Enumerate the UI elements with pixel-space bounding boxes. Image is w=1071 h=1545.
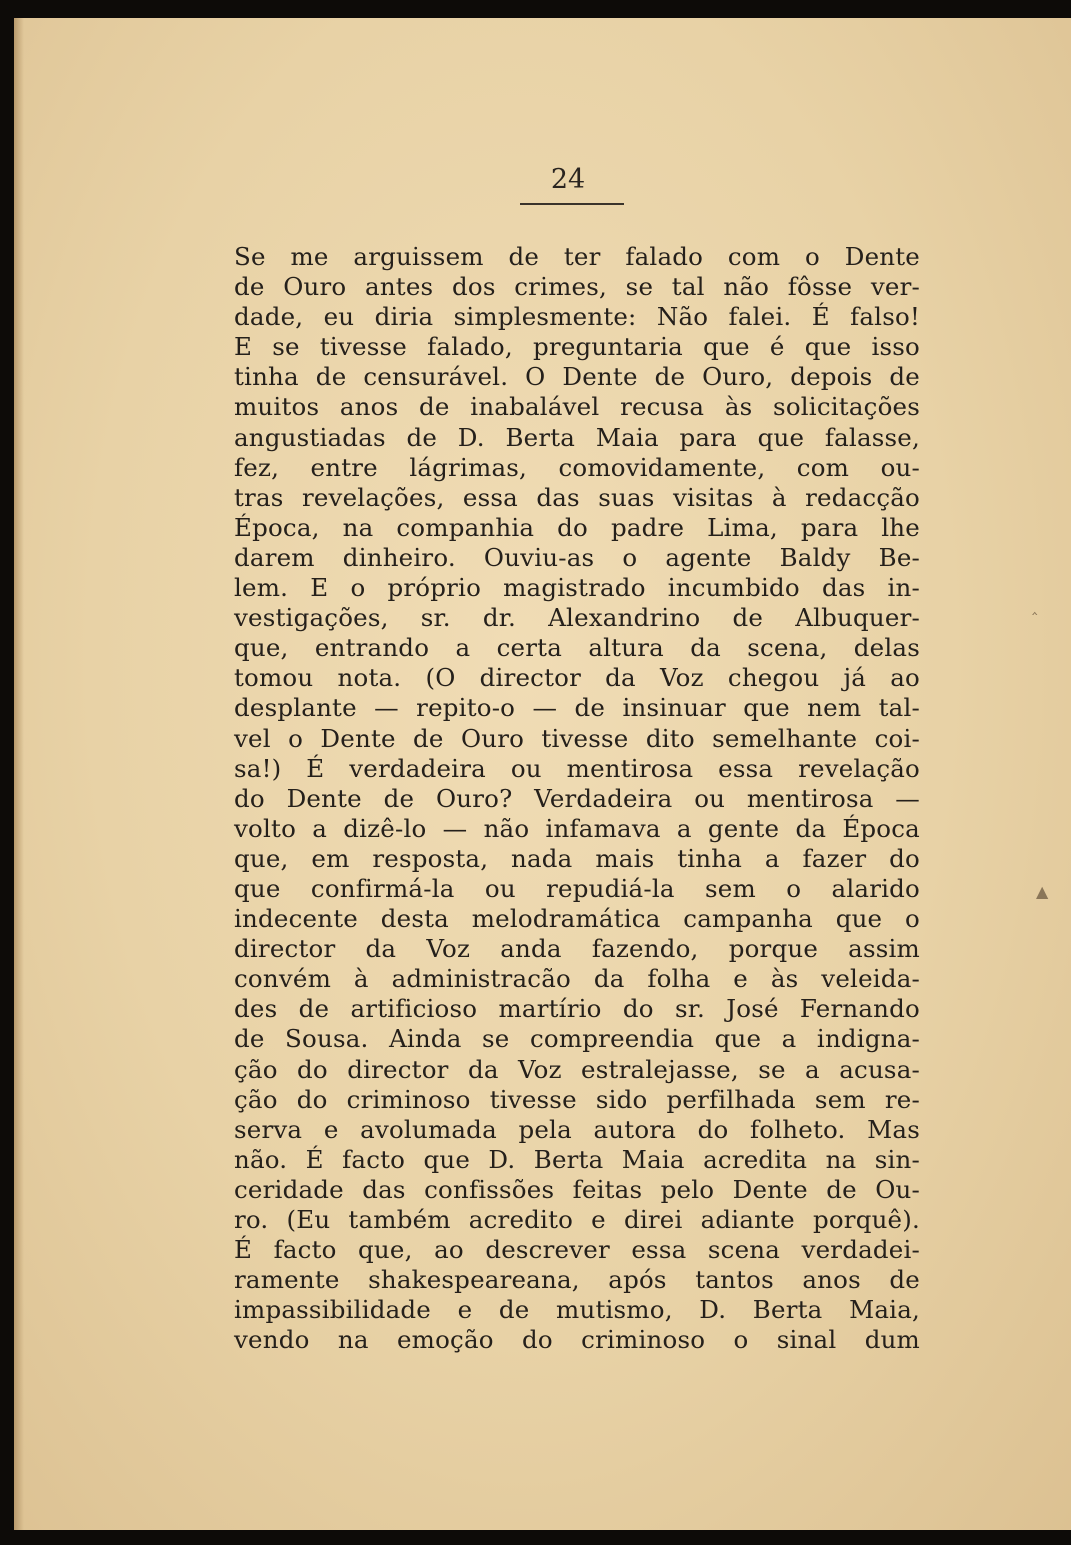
text-line: vel o Dente de Ouro tivesse dito semelhante coi- (234, 723, 920, 753)
margin-mark: ▲ (1036, 882, 1049, 901)
book-page (14, 18, 1071, 1530)
text-line: serva e avolumada pela autora do folheto. Mas (234, 1114, 920, 1144)
text-line: impassibilidade e de mutismo, D. Berta Maia, (234, 1295, 920, 1325)
page-number-rule (520, 203, 624, 205)
text-line: director da Voz anda fazendo, porque assim (234, 934, 920, 964)
text-line: ro. (Eu também acredito e direi adiante porquê). (234, 1205, 920, 1234)
text-line: tomou nota. (O director da Voz chegou já ao (234, 663, 920, 693)
text-line: tinha de censurável. O Dente de Ouro, depois de (234, 362, 920, 392)
text-line: de Ouro antes dos crimes, se tal não fôsse ver- (234, 272, 920, 302)
text-line: que confirmá-la ou repudiá-la sem o alarido (234, 873, 920, 903)
text-line: lem. E o próprio magistrado incumbido das in- (234, 573, 920, 603)
text-line: ramente shakespeareana, após tantos anos de (234, 1265, 920, 1295)
text-line: convém à administracão da folha e às veleida- (234, 964, 920, 994)
text-line: do Dente de Ouro? Verdadeira ou mentirosa — (234, 783, 920, 813)
text-line: Se me arguissem de ter falado com o Dente (234, 242, 920, 271)
text-line: É facto que, ao descrever essa scena verdadei- (234, 1235, 920, 1265)
text-line: vendo na emoção do criminoso o sinal dum (234, 1325, 920, 1355)
text-line: indecente desta melodramática campanha que o (234, 904, 920, 934)
text-line: ceridade das confissões feitas pelo Dente de Ou- (234, 1174, 920, 1204)
body-text (234, 242, 920, 1355)
text-line: que, entrando a certa altura da scena, delas (234, 633, 920, 663)
text-line: vestigações, sr. dr. Alexandrino de Albuquer- (234, 603, 920, 633)
text-line: volto a dizê-lo — não infamava a gente da Época (234, 813, 920, 843)
text-line: tras revelações, essa das suas visitas à redacção (234, 482, 920, 512)
text-line: E se tivesse falado, preguntaria que é que isso (234, 332, 920, 362)
text-line: não. É facto que D. Berta Maia acredita na sin- (234, 1144, 920, 1174)
text-line: ção do director da Voz estralejasse, se a acusa- (234, 1054, 920, 1084)
margin-mark: ‸ (1032, 596, 1038, 615)
text-line: fez, entre lágrimas, comovidamente, com ou- (234, 452, 920, 482)
text-line: des de artificioso martírio do sr. José Fernando (234, 994, 920, 1024)
text-line: de Sousa. Ainda se compreendia que a indigna- (234, 1024, 920, 1054)
text-line: que, em resposta, nada mais tinha a fazer do (234, 843, 920, 873)
text-line: dade, eu diria simplesmente: Não falei. É falso! (234, 302, 920, 332)
text-line: desplante — repito-o — de insinuar que nem tal- (234, 693, 920, 723)
text-line: darem dinheiro. Ouviu-as o agente Baldy Be- (234, 542, 920, 572)
text-line: angustiadas de D. Berta Maia para que falasse, (234, 422, 920, 452)
text-line: ção do criminoso tivesse sido perfilhada sem re- (234, 1084, 920, 1114)
page-edge-shadow (14, 18, 24, 1530)
page-number: 24 (550, 164, 586, 195)
text-line: Época, na companhia do padre Lima, para lhe (234, 512, 920, 542)
text-line: sa!) É verdadeira ou mentirosa essa revelação (234, 753, 920, 783)
text-line: muitos anos de inabalável recusa às solicitações (234, 392, 920, 422)
